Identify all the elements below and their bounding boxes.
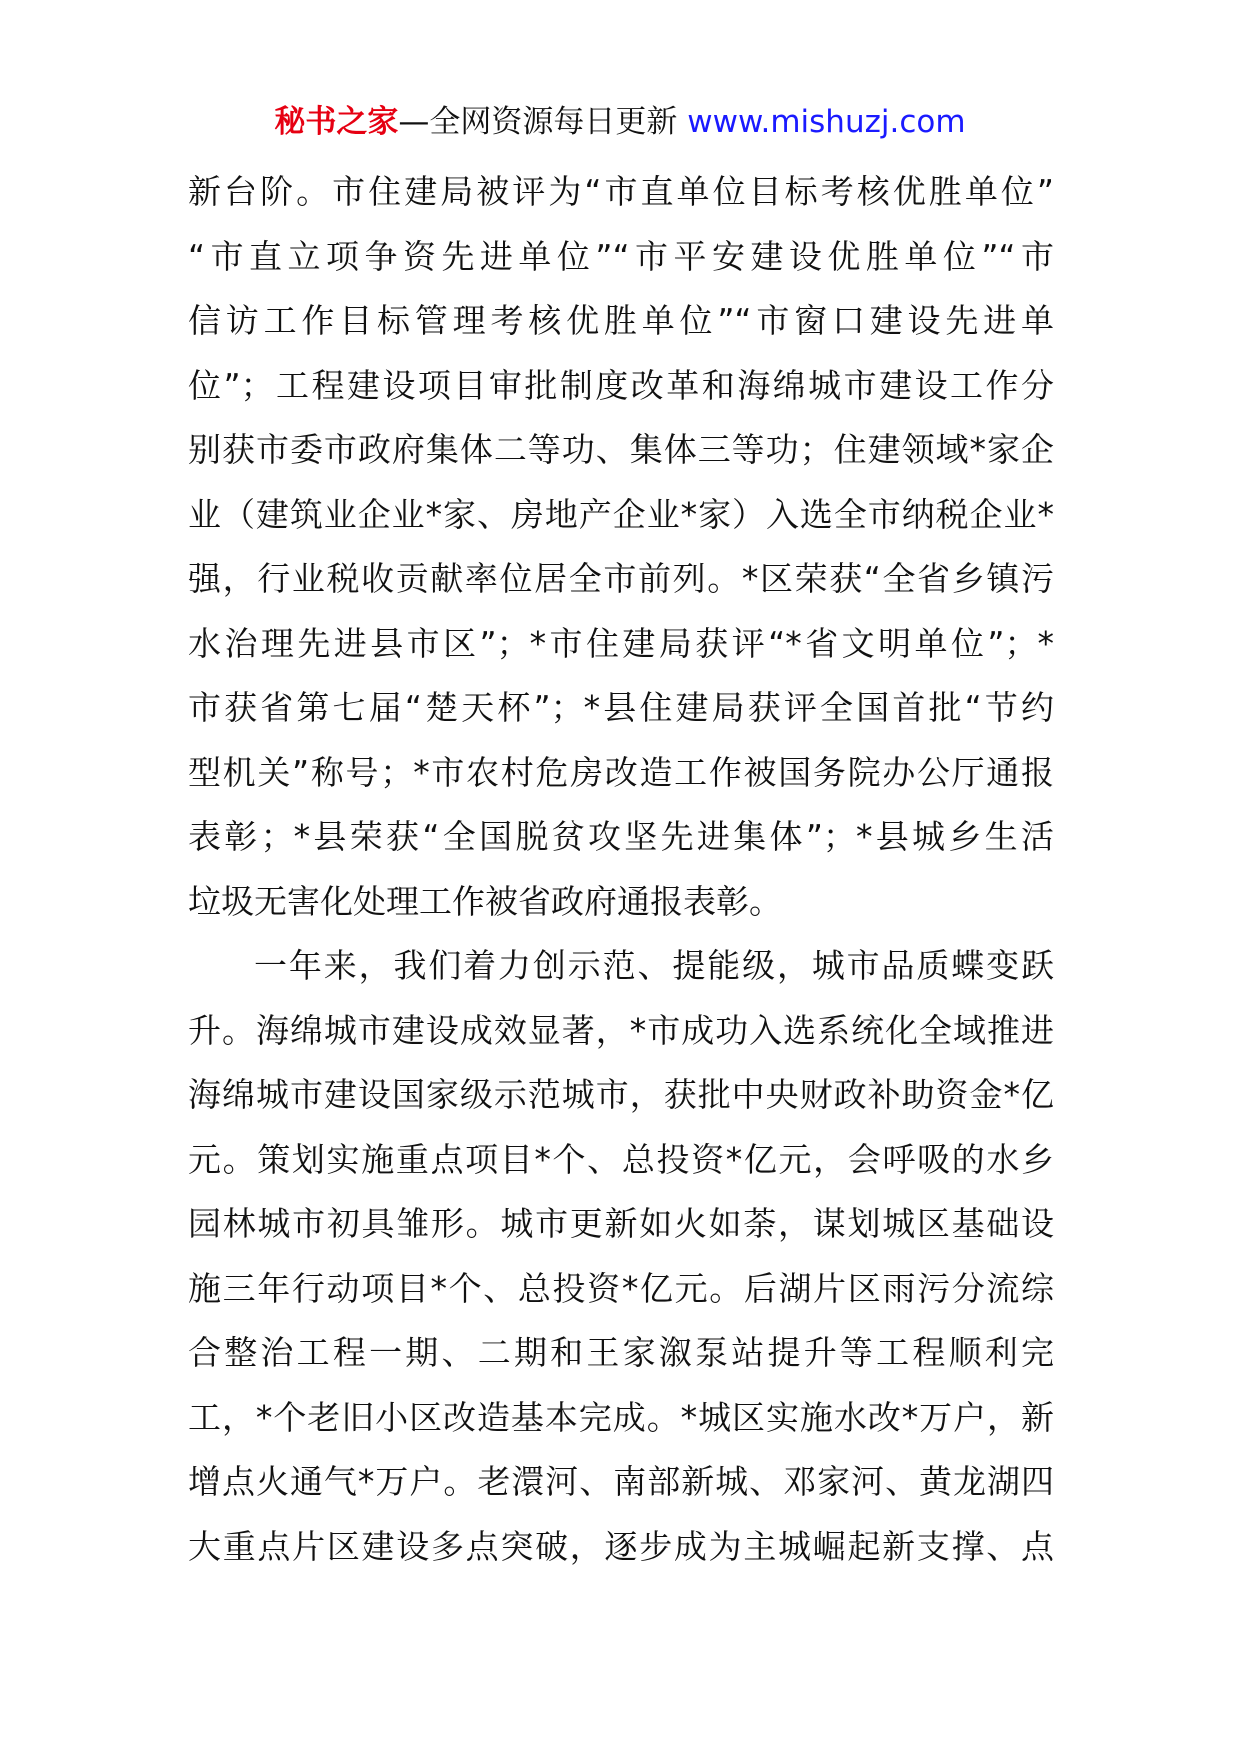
text-line: 大重点片区建设多点突破，逐步成为主城崛起新支撑、点 <box>188 1526 1054 1566</box>
page-header <box>0 100 1240 144</box>
text-line: 施三年行动项目*个、总投资*亿元。后湖片区雨污分流综 <box>188 1268 1054 1308</box>
text-line: 别获市委市政府集体二等功、集体三等功；住建领域*家企 <box>188 430 1054 469</box>
text-line: 元。策划实施重点项目*个、总投资*亿元，会呼吸的水乡 <box>188 1139 1054 1179</box>
header-site-link[interactable]: www.mishuzj.com <box>677 104 966 140</box>
text-line: 位”；工程建设项目审批制度改革和海绵城市建设工作分 <box>188 365 1054 405</box>
text-line: “市直立项争资先进单位”“市平安建设优胜单位”“市 <box>188 236 1054 276</box>
header-slogan: —全网资源每日更新 <box>398 104 678 140</box>
text-line: 海绵城市建设国家级示范城市，获批中央财政补助资金*亿 <box>188 1075 1054 1114</box>
header-brand: 秘书之家 <box>274 104 399 140</box>
text-line: 合整治工程一期、二期和王家溆泵站提升等工程顺利完 <box>188 1333 1054 1372</box>
text-line: 信访工作目标管理考核优胜单位”“市窗口建设先进单 <box>188 301 1054 340</box>
text-line: 垃圾无害化处理工作被省政府通报表彰。 <box>188 881 782 921</box>
text-line: 业（建筑业企业*家、房地产企业*家）入选全市纳税企业* <box>188 494 1054 534</box>
text-line: 升。海绵城市建设成效显著，*市成功入选系统化全域推进 <box>188 1010 1054 1050</box>
text-line: 型机关”称号；*市农村危房改造工作被国务院办公厅通报 <box>188 752 1054 792</box>
text-line: 表彰；*县荣获“全国脱贫攻坚先进集体”；*县城乡生活 <box>188 817 1054 856</box>
text-line: 园林城市初具雏形。城市更新如火如荼，谋划城区基础设 <box>188 1204 1054 1243</box>
text-line: 水治理先进县市区”；*市住建局获评“*省文明单位”；* <box>188 623 1054 663</box>
text-line: 新台阶。市住建局被评为“市直单位目标考核优胜单位” <box>188 172 1054 211</box>
text-line: 增点火通气*万户。老澴河、南部新城、邓家河、黄龙湖四 <box>188 1462 1054 1501</box>
text-line-indented: 一年来，我们着力创示范、提能级，城市品质蝶变跃 <box>254 946 1054 985</box>
text-line: 工，*个老旧小区改造基本完成。*城区实施水改*万户，新 <box>188 1397 1054 1437</box>
document-body <box>188 160 1054 1579</box>
text-line: 强，行业税收贡献率位居全市前列。*区荣获“全省乡镇污 <box>188 559 1054 598</box>
text-line: 市获省第七届“楚天杯”；*县住建局获评全国首批“节约 <box>188 688 1054 727</box>
